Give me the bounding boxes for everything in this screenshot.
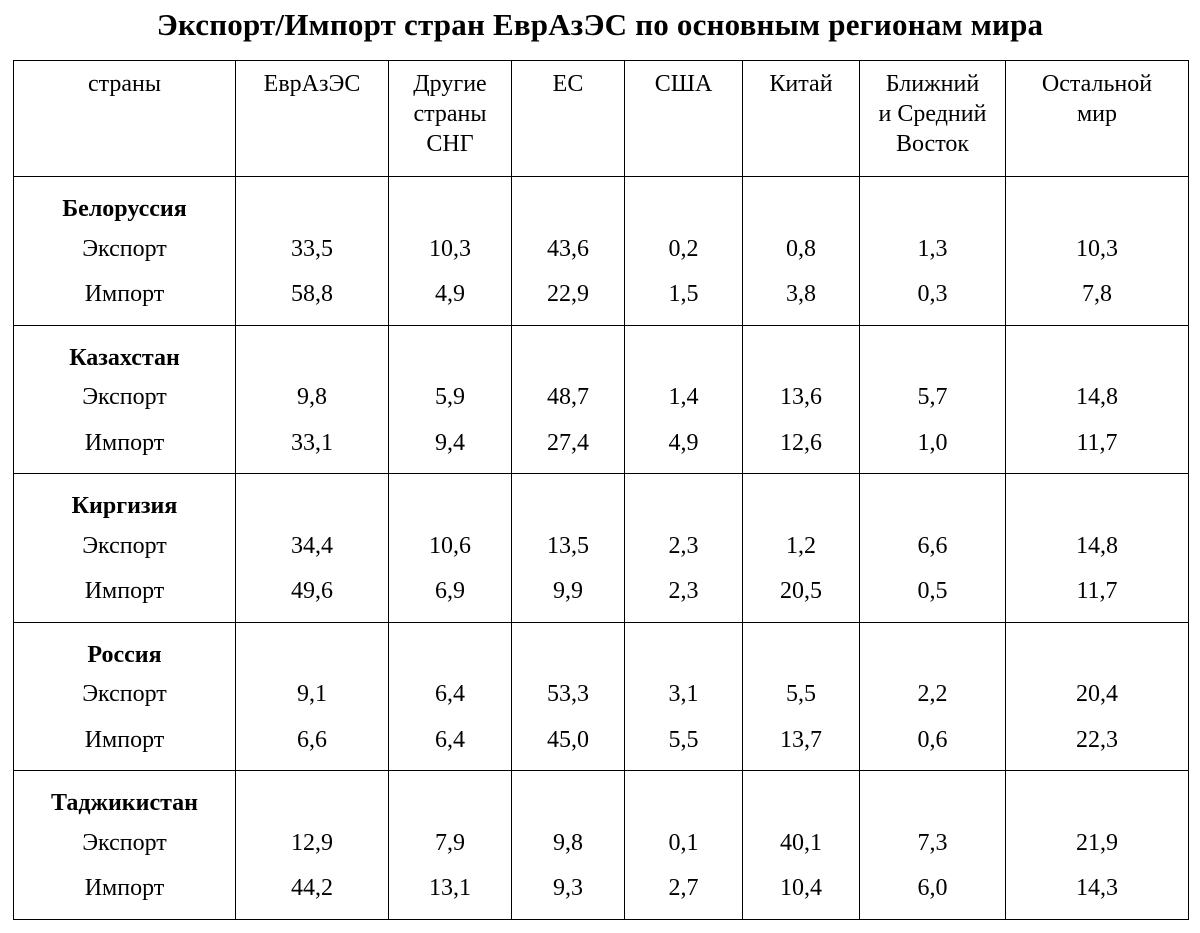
value-cell: 10,4 — [743, 867, 860, 919]
table-row — [14, 422, 1189, 474]
column-header-line: и Средний — [878, 101, 987, 127]
column-header — [389, 61, 512, 177]
value-cell: 33,5 — [236, 225, 389, 273]
value-cell: 13,6 — [743, 374, 860, 422]
empty-cell — [1006, 474, 1189, 523]
column-header — [14, 61, 236, 177]
empty-cell — [743, 177, 860, 226]
value-cell: 5,7 — [860, 374, 1006, 422]
empty-cell — [743, 622, 860, 671]
country-row — [14, 177, 1189, 226]
value-cell: 10,6 — [389, 522, 512, 570]
value-cell: 1,2 — [743, 522, 860, 570]
value-cell: 11,7 — [1006, 422, 1189, 474]
value-cell: 9,3 — [512, 867, 625, 919]
empty-cell — [236, 325, 389, 374]
table-row — [14, 819, 1189, 867]
column-header-line: Остальной — [1041, 71, 1153, 97]
value-cell: 0,2 — [625, 225, 743, 273]
column-header-line: Ближний — [885, 71, 980, 97]
country-row — [14, 325, 1189, 374]
value-cell: 3,1 — [625, 671, 743, 719]
country-row — [14, 474, 1189, 523]
row-label: Экспорт — [14, 225, 236, 273]
country-name: Киргизия — [14, 474, 236, 523]
column-header-line: страны — [413, 101, 487, 127]
value-cell: 6,4 — [389, 719, 512, 771]
empty-cell — [512, 177, 625, 226]
column-header — [236, 61, 389, 177]
empty-cell — [625, 771, 743, 820]
value-cell: 2,3 — [625, 522, 743, 570]
value-cell: 1,0 — [860, 422, 1006, 474]
empty-cell — [625, 474, 743, 523]
value-cell: 2,3 — [625, 570, 743, 622]
value-cell: 9,8 — [512, 819, 625, 867]
value-cell: 12,6 — [743, 422, 860, 474]
value-cell: 45,0 — [512, 719, 625, 771]
value-cell: 6,6 — [236, 719, 389, 771]
value-cell: 9,9 — [512, 570, 625, 622]
column-header — [743, 61, 860, 177]
empty-cell — [860, 622, 1006, 671]
value-cell: 53,3 — [512, 671, 625, 719]
value-cell: 44,2 — [236, 867, 389, 919]
country-name: Таджикистан — [14, 771, 236, 820]
value-cell: 0,8 — [743, 225, 860, 273]
empty-cell — [625, 622, 743, 671]
empty-cell — [860, 177, 1006, 226]
value-cell: 6,0 — [860, 867, 1006, 919]
empty-cell — [743, 325, 860, 374]
table-row — [14, 374, 1189, 422]
country-name: Казахстан — [14, 325, 236, 374]
empty-cell — [512, 771, 625, 820]
empty-cell — [389, 474, 512, 523]
table-title: Экспорт/Импорт стран ЕврАзЭС по основным регионам мира — [156, 7, 1044, 42]
value-cell: 13,7 — [743, 719, 860, 771]
table-row — [14, 273, 1189, 325]
value-cell: 14,3 — [1006, 867, 1189, 919]
empty-cell — [625, 177, 743, 226]
row-label: Импорт — [14, 422, 236, 474]
row-label: Импорт — [14, 570, 236, 622]
value-cell: 3,8 — [743, 273, 860, 325]
value-cell: 5,9 — [389, 374, 512, 422]
value-cell: 49,6 — [236, 570, 389, 622]
value-cell: 10,3 — [389, 225, 512, 273]
column-header-line: Другие — [413, 71, 487, 97]
value-cell: 12,9 — [236, 819, 389, 867]
country-name: Россия — [14, 622, 236, 671]
country-name: Белоруссия — [14, 177, 236, 226]
value-cell: 6,4 — [389, 671, 512, 719]
empty-cell — [236, 474, 389, 523]
value-cell: 0,1 — [625, 819, 743, 867]
value-cell: 1,5 — [625, 273, 743, 325]
value-cell: 9,4 — [389, 422, 512, 474]
value-cell: 27,4 — [512, 422, 625, 474]
value-cell: 1,4 — [625, 374, 743, 422]
column-header-line: СНГ — [426, 131, 474, 157]
empty-cell — [860, 474, 1006, 523]
country-group — [14, 177, 1189, 326]
column-header — [860, 61, 1006, 177]
value-cell: 7,9 — [389, 819, 512, 867]
value-cell: 2,2 — [860, 671, 1006, 719]
value-cell: 10,3 — [1006, 225, 1189, 273]
value-cell: 0,5 — [860, 570, 1006, 622]
table-row — [14, 671, 1189, 719]
row-label: Импорт — [14, 273, 236, 325]
value-cell: 40,1 — [743, 819, 860, 867]
empty-cell — [512, 622, 625, 671]
empty-cell — [1006, 325, 1189, 374]
row-label: Экспорт — [14, 522, 236, 570]
country-group — [14, 622, 1189, 771]
empty-cell — [389, 622, 512, 671]
value-cell: 4,9 — [389, 273, 512, 325]
table-row — [14, 225, 1189, 273]
value-cell: 20,4 — [1006, 671, 1189, 719]
value-cell: 58,8 — [236, 273, 389, 325]
header-row — [14, 61, 1189, 177]
column-header — [625, 61, 743, 177]
value-cell: 14,8 — [1006, 374, 1189, 422]
empty-cell — [743, 474, 860, 523]
empty-cell — [389, 771, 512, 820]
empty-cell — [236, 177, 389, 226]
country-row — [14, 622, 1189, 671]
empty-cell — [625, 325, 743, 374]
country-group — [14, 325, 1189, 474]
empty-cell — [743, 771, 860, 820]
value-cell: 33,1 — [236, 422, 389, 474]
column-header-line: страны — [87, 71, 162, 97]
value-cell: 43,6 — [512, 225, 625, 273]
row-label: Импорт — [14, 867, 236, 919]
column-header-line: ЕврАзЭС — [263, 71, 361, 97]
value-cell: 13,5 — [512, 522, 625, 570]
value-cell: 7,3 — [860, 819, 1006, 867]
row-label: Экспорт — [14, 374, 236, 422]
empty-cell — [389, 325, 512, 374]
column-header-line: Китай — [769, 71, 833, 97]
column-header — [1006, 61, 1189, 177]
empty-cell — [512, 325, 625, 374]
value-cell: 21,9 — [1006, 819, 1189, 867]
value-cell: 0,6 — [860, 719, 1006, 771]
empty-cell — [860, 771, 1006, 820]
value-cell: 0,3 — [860, 273, 1006, 325]
empty-cell — [236, 622, 389, 671]
row-label: Импорт — [14, 719, 236, 771]
value-cell: 9,1 — [236, 671, 389, 719]
row-label: Экспорт — [14, 819, 236, 867]
column-header-line: США — [654, 71, 713, 97]
value-cell: 11,7 — [1006, 570, 1189, 622]
country-group — [14, 771, 1189, 920]
column-header-line: Восток — [895, 131, 970, 157]
value-cell: 22,3 — [1006, 719, 1189, 771]
empty-cell — [1006, 622, 1189, 671]
table-row — [14, 719, 1189, 771]
country-group — [14, 474, 1189, 623]
value-cell: 14,8 — [1006, 522, 1189, 570]
column-header — [512, 61, 625, 177]
value-cell: 4,9 — [625, 422, 743, 474]
country-row — [14, 771, 1189, 820]
value-cell: 22,9 — [512, 273, 625, 325]
column-header-line: ЕС — [552, 71, 584, 97]
value-cell: 7,8 — [1006, 273, 1189, 325]
column-header-line: мир — [1076, 101, 1118, 127]
value-cell: 13,1 — [389, 867, 512, 919]
table-row — [14, 570, 1189, 622]
empty-cell — [512, 474, 625, 523]
value-cell: 20,5 — [743, 570, 860, 622]
trade-table — [13, 60, 1189, 920]
value-cell: 1,3 — [860, 225, 1006, 273]
value-cell: 5,5 — [743, 671, 860, 719]
empty-cell — [1006, 177, 1189, 226]
value-cell: 9,8 — [236, 374, 389, 422]
value-cell: 34,4 — [236, 522, 389, 570]
value-cell: 6,6 — [860, 522, 1006, 570]
table-row — [14, 867, 1189, 919]
value-cell: 5,5 — [625, 719, 743, 771]
value-cell: 6,9 — [389, 570, 512, 622]
value-cell: 48,7 — [512, 374, 625, 422]
table-row — [14, 522, 1189, 570]
empty-cell — [1006, 771, 1189, 820]
row-label: Экспорт — [14, 671, 236, 719]
empty-cell — [236, 771, 389, 820]
empty-cell — [860, 325, 1006, 374]
value-cell: 2,7 — [625, 867, 743, 919]
empty-cell — [389, 177, 512, 226]
